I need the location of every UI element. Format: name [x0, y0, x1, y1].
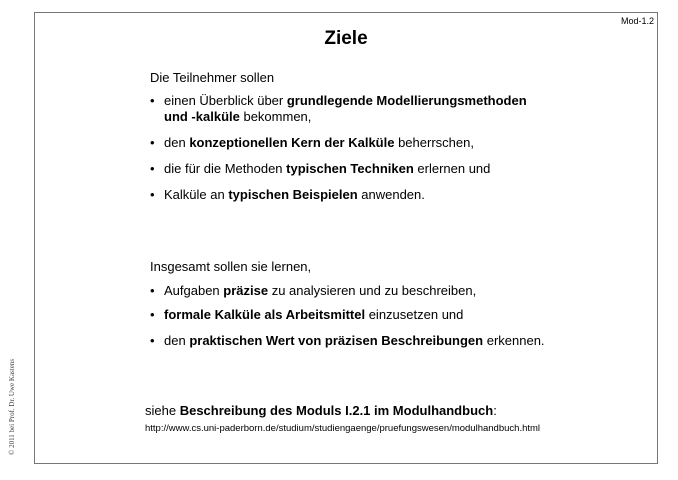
bullet-icon: • [150, 187, 155, 202]
item-text: die für die Methoden [164, 161, 287, 176]
item-bold: grundlegende Modellierungsmethoden [286, 93, 527, 108]
item-text-2: anwenden. [357, 187, 425, 202]
item-text-2: erlernen und [413, 161, 491, 176]
item-text-2: zu analysieren und zu beschreiben, [268, 283, 477, 298]
module-reference [145, 403, 497, 418]
copyright-note: © 2011 bei Prof. Dr. Uwe Kastens [8, 358, 16, 455]
item-text-2: beherrschen, [394, 135, 474, 150]
item-bold: formale Kalküle als Arbeitsmittel [164, 307, 366, 322]
bullet-icon: • [150, 307, 155, 322]
slide-frame [34, 12, 658, 464]
item-bold-2: und -kalküle [164, 109, 240, 124]
item-bold: praktischen Wert von präzisen Beschreibungen [189, 333, 484, 348]
bullet-icon: • [150, 135, 155, 150]
page-title: Ziele [324, 28, 368, 49]
section1-intro: Die Teilnehmer sollen [150, 70, 275, 85]
bullet-icon: • [150, 283, 155, 298]
bullet-icon: • [150, 161, 155, 176]
item-text: einen Überblick über [164, 93, 287, 108]
item-bold: typischen Techniken [286, 161, 414, 176]
item-text-2: einzusetzen und [365, 307, 464, 322]
module-reference-suffix: : [493, 403, 497, 418]
module-reference-prefix: siehe [145, 403, 180, 418]
item-text: den [164, 135, 190, 150]
item-text: Aufgaben [164, 283, 224, 298]
item-bold: konzeptionellen Kern der Kalküle [189, 135, 395, 150]
module-handbook-link[interactable]: http://www.cs.uni-paderborn.de/studium/studiengaenge/pruefungswesen/modulhandbuch.html [145, 423, 541, 434]
item-text: Kalküle an [164, 187, 229, 202]
item-bold: typischen Beispielen [228, 187, 358, 202]
item-text-3: bekommen, [239, 109, 312, 124]
section2-intro: Insgesamt sollen sie lernen, [150, 259, 312, 274]
bullet-icon: • [150, 93, 155, 108]
module-reference-title: Beschreibung des Moduls I.2.1 im Modulhandbuch [179, 403, 494, 418]
item-text-2: erkennen. [483, 333, 545, 348]
bullet-icon: • [150, 333, 155, 348]
item-bold: präzise [223, 283, 269, 298]
page-id: Mod-1.2 [620, 16, 654, 26]
item-text: den [164, 333, 190, 348]
